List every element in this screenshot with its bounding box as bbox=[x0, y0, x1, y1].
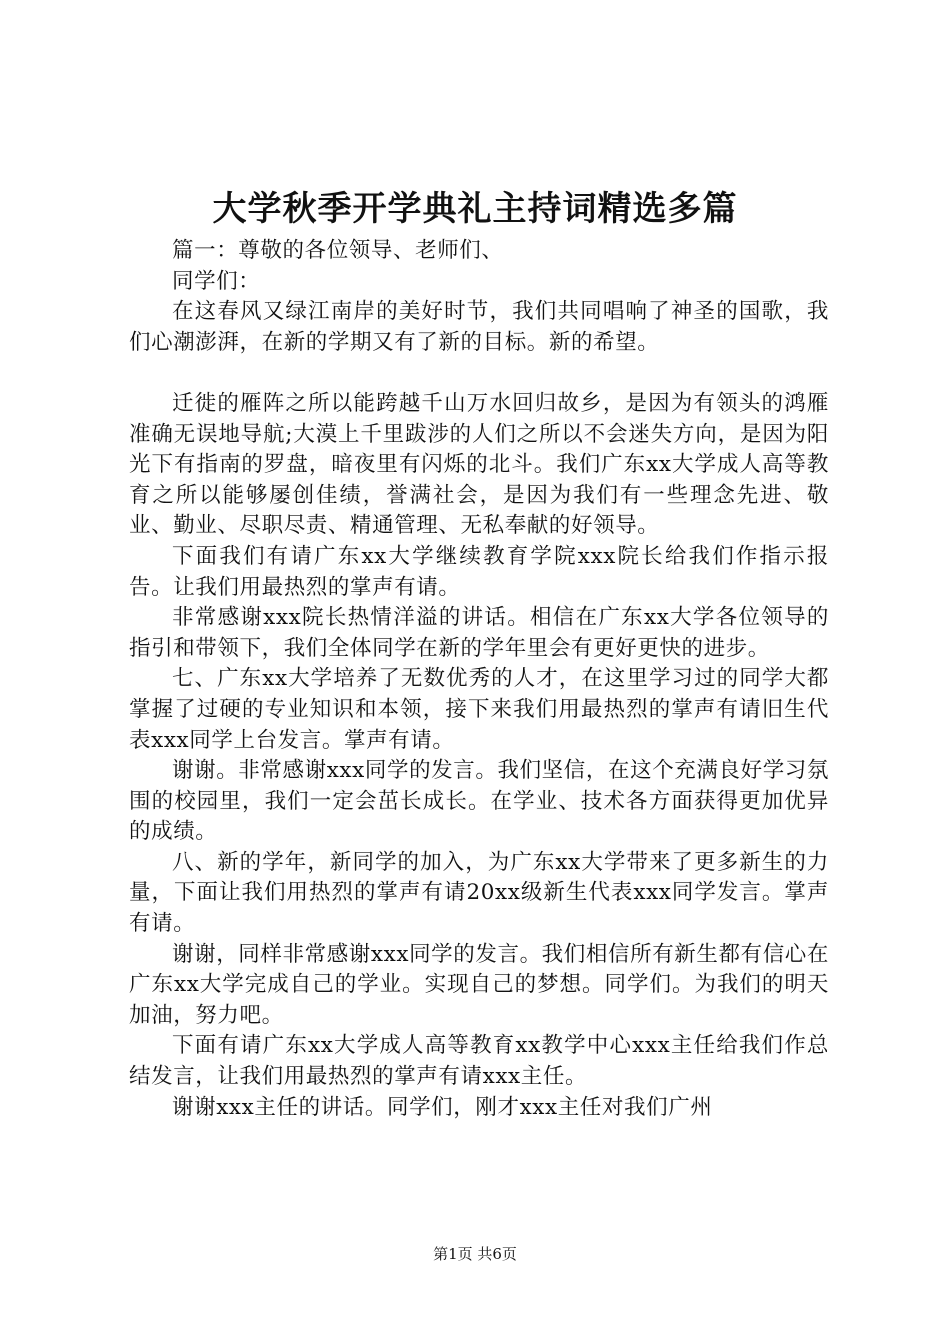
paragraph-salutation-students: 同学们： bbox=[172, 268, 261, 294]
paragraph: 谢谢。非常感谢xxx同学的发言。我们坚信，在这个充满良好学习氛围的校园里，我们一定会茁长成长。在学业、技术各方面获得更加优异的成绩。 bbox=[129, 758, 829, 845]
paragraph-salutation: 篇一：尊敬的各位领导、老师们、 bbox=[172, 238, 504, 263]
paragraph: 七、广东xx大学培养了无数优秀的人才，在这里学习过的同学大都掌握了过硬的专业知识和本领，接下来我们用最热烈的掌声有请旧生代表xxx同学上台发言。掌声有请。 bbox=[129, 666, 829, 753]
paragraph: 下面有请广东xx大学成人高等教育xx教学中心xxx主任给我们作总结发言，让我们用最热烈的掌声有请xxx主任。 bbox=[129, 1033, 829, 1090]
paragraph: 在这春风又绿江南岸的美好时节，我们共同唱响了神圣的国歌，我们心潮澎湃，在新的学期又有了新的目标。新的希望。 bbox=[129, 299, 829, 355]
paragraph: 谢谢，同样非常感谢xxx同学的发言。我们相信所有新生都有信心在广东xx大学完成自己的学业。实现自己的梦想。同学们。为我们的明天加油，努力吧。 bbox=[129, 941, 829, 1028]
page-footer: 第1页 共6页 bbox=[433, 1245, 517, 1263]
paragraph: 迁徙的雁阵之所以能跨越千山万水回归故乡，是因为有领头的鸿雁准确无误地导航;大漠上千里跋涉的人们之所以不会迷失方向，是因为阳光下有指南的罗盘，暗夜里有闪烁的北斗。我们广东xx大学成人高等教育之所以能够屡创佳绩，誉满社会，是因为我们有一些理念先进、敬业、勤业、尽职尽责、精通管理、无私奉献的好领导。 bbox=[129, 390, 829, 539]
paragraph: 下面我们有请广东xx大学继续教育学院xxx院长给我们作指示报告。让我们用最热烈的掌声有请。 bbox=[129, 543, 829, 600]
paragraph: 谢谢xxx主任的讲话。同学们，刚才xxx主任对我们广州 bbox=[172, 1094, 713, 1120]
paragraph: 非常感谢xxx院长热情洋溢的讲话。相信在广东xx大学各位领导的指引和带领下，我们全体同学在新的学年里会有更好更快的进步。 bbox=[129, 605, 829, 661]
document-title: 大学秋季开学典礼主持词精选多篇 bbox=[212, 189, 738, 229]
document-body bbox=[129, 236, 829, 1123]
paragraph: 八、新的学年，新同学的加入，为广东xx大学带来了更多新生的力量，下面让我们用热烈的掌声有请20xx级新生代表xxx同学发言。掌声有请。 bbox=[129, 849, 829, 937]
